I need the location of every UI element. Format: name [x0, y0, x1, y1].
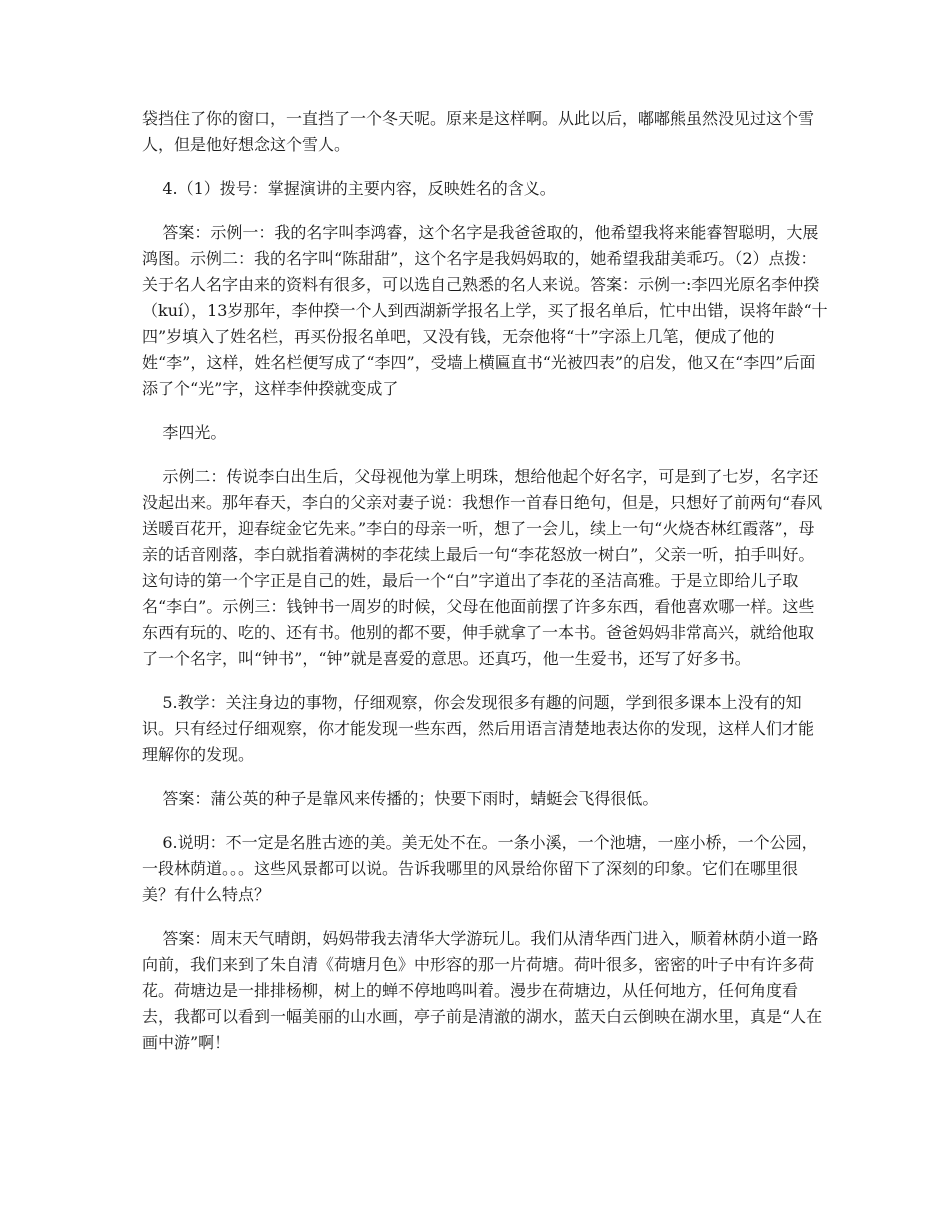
- document-page: [142, 106, 828, 1074]
- paragraph-q6-answer: 答案：周末天气晴朗，妈妈带我去清华大学游玩儿。我们从清华西门进入，顺着林荫小道一路向前，我们来到了朱自清《荷塘月色》中形容的那一片荷塘。荷叶很多，密密的叶子中有许多荷花。荷塘边是一排排杨柳，树上的蝉不停地鸣叫着。漫步在荷塘边，从任何地方，任何角度看去，我都可以看到一幅美丽的山水画，亭子前是清澈的湖水，蓝天白云倒映在湖水里，真是“人在画中游”啊！: [142, 929, 823, 1052]
- paragraph-snowman-ending: 袋挡住了你的窗口，一直挡了一个冬天呢。原来是这样啊。从此以后，嘟嘟熊虽然没见过这个雪人，但是他好想念这个雪人。: [142, 109, 815, 154]
- paragraph-example-two: 示例二：传说李白出生后，父母视他为掌上明珠，想给他起个好名字，可是到了七岁，名字还没起出来。那年春天，李白的父亲对妻子说：我想作一首春日绝句，但是，只想好了前两句“春风送暖百花开，迎春绽金它先来。”李白的母亲一听，想了一会儿，续上一句“火烧杏林红霞落”，母亲的话音刚落，李白就指着满树的李花续上最后一句“李花怒放一树白”，父亲一听，拍手叫好。这句诗的第一个字正是自己的姓，最后一个“白”字道出了李花的圣洁高雅。于是立即给儿子取名“李白”。示例三：钱钟书一周岁的时候，父母在他面前摆了许多东西，看他喜欢哪一样。这些东西有玩的、吃的、还有书。他别的都不要，伸手就拿了一本书。爸爸妈妈非常高兴，就给他取了一个名字，叫“钟书”，“钟”就是喜爱的意思。还真巧，他一生爱书，还写了好多书。: [142, 467, 823, 668]
- paragraph-li-siguang: 李四光。: [142, 423, 227, 442]
- paragraph-q4-answer: 答案：示例一：我的名字叫李鸿睿，这个名字是我爸爸取的，他希望我将来能睿智聪明，大展鸿图。示例二：我的名字叫“陈甜甜”，这个名字是我妈妈取的，她希望我甜美乖巧。（2）点拨：关于名人名字由来的资料有很多，可以选自己熟悉的名人来说。答案：示例一:李四光原名李仲揆（kuí），13岁那年，李仲揆一个人到西湖新学报名上学，买了报名单后，忙中出错，误将年龄“十四”岁填入了姓名栏，再买份报名单吧，又没有钱，无奈他将“十”字添上几笔，便成了他的姓“李”，这样，姓名栏便写成了“李四”，受墙上横匾直书“光被四表”的启发，他又在“李四”后面添了个“光”字，这样李仲揆就变成了: [142, 223, 828, 398]
- paragraph-q4-hint: 4.（1）拨号：掌握演讲的主要内容，反映姓名的含义。: [142, 179, 556, 198]
- paragraph-q5-teaching: 5.教学：关注身边的事物，仔细观察，你会发现很多有趣的问题，学到很多课本上没有的知识。只有经过仔细观察，你才能发现一些东西，然后用语言清楚地表达你的发现，这样人们才能理解你的发现。: [142, 693, 815, 764]
- paragraph-q6-explanation: 6.说明：不一定是名胜古迹的美。美无处不在。一条小溪，一个池塘，一座小桥，一个公园，一段林荫道。。。这些风景都可以说。告诉我哪里的风景给你留下了深刻的印象。它们在哪里很美？有什么特点？: [142, 833, 818, 904]
- paragraph-q5-answer: 答案：蒲公英的种子是靠风来传播的；快要下雨时，蜻蜓会飞得很低。: [142, 789, 659, 808]
